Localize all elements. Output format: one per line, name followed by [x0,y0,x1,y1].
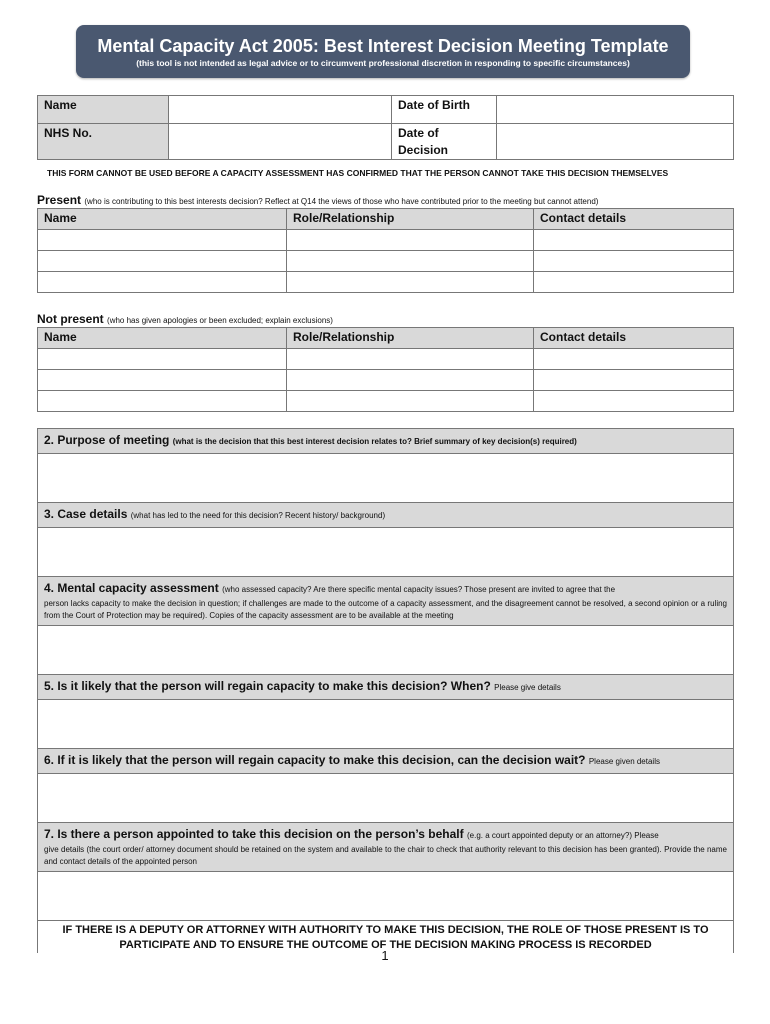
page-title: Mental Capacity Act 2005: Best Interest Decision Meeting Template [97,36,669,56]
column-header: Contact details [534,209,734,230]
questions-table [37,428,734,953]
column-header: Name [38,328,287,349]
page-number: 1 [381,948,389,963]
column-header: Role/Relationship [287,209,534,230]
date-of-decision-label: Date of Decision [392,124,497,160]
page-subtitle: (this tool is not intended as legal advice or to circumvent professional discretion in responding to specific circumstances) [136,58,630,68]
table-cell[interactable] [287,272,534,293]
table-row [38,391,734,412]
table-cell[interactable] [287,391,534,412]
date-of-decision-field[interactable] [497,124,734,160]
present-table [37,208,734,293]
table-cell[interactable] [287,251,534,272]
column-header: Name [38,209,287,230]
capacity-notice: THIS FORM CANNOT BE USED BEFORE A CAPACITY ASSESSMENT HAS CONFIRMED THAT THE PERSON CANNOT TAKE THIS DECISION THEMSELVES [47,168,669,178]
table-cell[interactable] [534,230,734,251]
question-3-header: 3. Case details (what has led to the need for this decision? Recent history/ background) [38,503,734,528]
table-row [38,349,734,370]
dob-label: Date of Birth [392,96,497,124]
table-cell[interactable] [534,349,734,370]
nhs-label: NHS No. [38,124,169,160]
table-cell[interactable] [38,230,287,251]
question-2-answer[interactable] [38,454,734,503]
question-7-answer[interactable] [38,872,734,921]
table-row [38,230,734,251]
table-cell[interactable] [38,272,287,293]
table-cell[interactable] [38,391,287,412]
table-cell[interactable] [38,251,287,272]
table-row [38,370,734,391]
title-banner [76,25,690,78]
table-row [38,272,734,293]
column-header: Role/Relationship [287,328,534,349]
question-2-header: 2. Purpose of meeting (what is the decision that this best interest decision relates to? Brief summary of key decision(s) required) [38,429,734,454]
table-cell[interactable] [534,391,734,412]
question-6-answer[interactable] [38,774,734,823]
identity-table [37,95,734,160]
question-5-answer[interactable] [38,700,734,749]
table-cell[interactable] [287,349,534,370]
dob-field[interactable] [497,96,734,124]
table-cell[interactable] [38,370,287,391]
deputy-attorney-notice: IF THERE IS A DEPUTY OR ATTORNEY WITH AUTHORITY TO MAKE THIS DECISION, THE ROLE OF THOSE PRESENT IS TO PARTICIPATE AND TO ENSURE THE OUTCOME OF THE DECISION MAKING PROCESS IS RECORDED [38,921,734,954]
question-4-header: 4. Mental capacity assessment (who assessed capacity? Are there specific mental capacity issues? Those present are invited to agree that the person lacks capacity to make the decision in question; if challenges are made to the outcome of a capacity assessment, and the disagreement cannot be resolved, a second opinion or a ruling from the Court of Protection may be required). Copies of the capacity assessment are to be available at the meeting [38,577,734,626]
table-cell[interactable] [287,230,534,251]
not-present-table [37,327,734,412]
table-cell[interactable] [534,251,734,272]
table-cell[interactable] [287,370,534,391]
question-6-header: 6. If it is likely that the person will regain capacity to make this decision, can the decision wait? Please given details [38,749,734,774]
question-5-header: 5. Is it likely that the person will regain capacity to make this decision? When? Please give details [38,675,734,700]
table-cell[interactable] [534,370,734,391]
nhs-field[interactable] [169,124,392,160]
name-label: Name [38,96,169,124]
table-cell[interactable] [38,349,287,370]
question-3-answer[interactable] [38,528,734,577]
question-7-header: 7. Is there a person appointed to take this decision on the person’s behalf (e.g. a court appointed deputy or an attorney?) Please give details (the court order/ attorney document should be retained on the system and available to the chair to check that authority relevant to this decision has been granted). Provide the name and contact details of the appointed person [38,823,734,872]
question-4-answer[interactable] [38,626,734,675]
present-heading: Present (who is contributing to this best interests decision? Reflect at Q14 the views of those who have contributed prior to the meeting but cannot attend) [37,193,599,207]
table-cell[interactable] [534,272,734,293]
name-field[interactable] [169,96,392,124]
table-row [38,251,734,272]
column-header: Contact details [534,328,734,349]
not-present-heading: Not present (who has given apologies or been excluded; explain exclusions) [37,312,333,326]
